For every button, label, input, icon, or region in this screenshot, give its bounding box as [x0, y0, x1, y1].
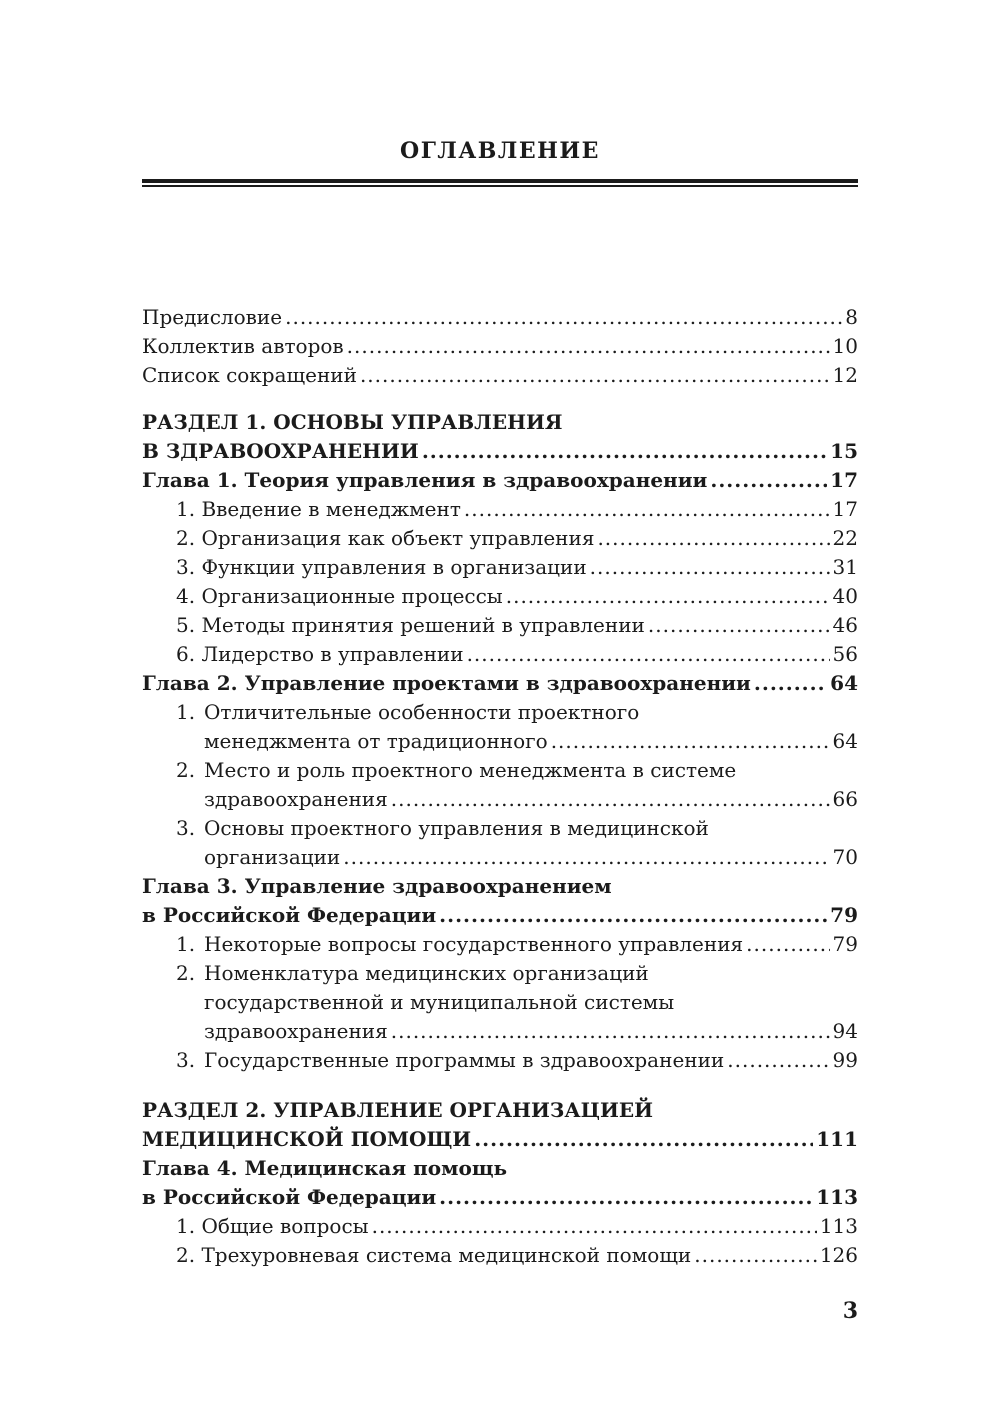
- toc-chapter-2[interactable]: Глава 2. Управление проектами в здравоохранении ..... 64: [142, 669, 858, 698]
- toc-entry-4-1[interactable]: 1. Общие вопросы ..... 113: [142, 1212, 858, 1241]
- toc-entry-authors[interactable]: Коллектив авторов ..... 10: [142, 332, 858, 361]
- toc-entry-2-1-line-1[interactable]: 1. Отличительные особенности проектного: [176, 700, 640, 724]
- toc-entry-abbreviations[interactable]: Список сокращений ..... 12: [142, 361, 858, 390]
- page-number: 3: [842, 1298, 858, 1324]
- title-rule-thick: [142, 179, 858, 183]
- toc-entry-1-4[interactable]: 4. Организационные процессы ..... 40: [142, 582, 858, 611]
- toc-section-2-line-1[interactable]: РАЗДЕЛ 2. УПРАВЛЕНИЕ ОРГАНИЗАЦИЕЙ: [142, 1098, 653, 1122]
- toc-chapter-4-line-2[interactable]: в Российской Федерации ..... 113: [142, 1183, 858, 1212]
- toc-section-1-line-2[interactable]: В ЗДРАВООХРАНЕНИИ ..... 15: [142, 437, 858, 466]
- toc-entry-2-3-line-1[interactable]: 3. Основы проектного управления в медицинской: [176, 816, 709, 840]
- toc-chapter-1[interactable]: Глава 1. Теория управления в здравоохранении ..... 17: [142, 466, 858, 495]
- toc-section-2-line-2[interactable]: МЕДИЦИНСКОЙ ПОМОЩИ ..... 111: [142, 1125, 858, 1154]
- toc-entry-2-2-line-1[interactable]: 2. Место и роль проектного менеджмента в системе: [176, 758, 737, 782]
- toc-entry-1-1[interactable]: 1. Введение в менеджмент ..... 17: [142, 495, 858, 524]
- toc-entry-1-5[interactable]: 5. Методы принятия решений в управлении ..... 46: [142, 611, 858, 640]
- toc-chapter-4-line-1[interactable]: Глава 4. Медицинская помощь: [142, 1156, 508, 1180]
- toc-chapter-3-line-1[interactable]: Глава 3. Управление здравоохранением: [142, 874, 612, 898]
- toc-entry-3-2-line-1[interactable]: 2. Номенклатура медицинских организаций: [176, 961, 649, 985]
- page-title: ОГЛАВЛЕНИЕ: [400, 138, 600, 164]
- toc-entry-3-1[interactable]: 1. Некоторые вопросы государственного управления ..... 79: [142, 930, 858, 959]
- title-rule-thin: [142, 185, 858, 187]
- toc-chapter-3-line-2[interactable]: в Российской Федерации ..... 79: [142, 901, 858, 930]
- toc-section-1-line-1[interactable]: РАЗДЕЛ 1. ОСНОВЫ УПРАВЛЕНИЯ: [142, 410, 563, 434]
- toc-entry-3-2-line-3[interactable]: здравоохранения ..... 94: [142, 1017, 858, 1046]
- toc-entry-2-2-line-2[interactable]: здравоохранения ..... 66: [142, 785, 858, 814]
- toc-entry-2-3-line-2[interactable]: организации ..... 70: [142, 843, 858, 872]
- toc-entry-2-1-line-2[interactable]: менеджмента от традиционного ..... 64: [142, 727, 858, 756]
- toc-entry-3-2-line-2[interactable]: государственной и муниципальной системы: [204, 990, 675, 1014]
- toc-entry-1-3[interactable]: 3. Функции управления в организации ..... 31: [142, 553, 858, 582]
- toc-entry-1-2[interactable]: 2. Организация как объект управления ..... 22: [142, 524, 858, 553]
- toc-entry-4-2[interactable]: 2. Трехуровневая система медицинской помощи ..... 126: [142, 1241, 858, 1270]
- toc-entry-preface[interactable]: Предисловие ..... 8: [142, 303, 858, 332]
- toc-entry-3-3[interactable]: 3. Государственные программы в здравоохранении ..... 99: [142, 1046, 858, 1075]
- title-rule: [142, 179, 858, 187]
- toc-entry-1-6[interactable]: 6. Лидерство в управлении ..... 56: [142, 640, 858, 669]
